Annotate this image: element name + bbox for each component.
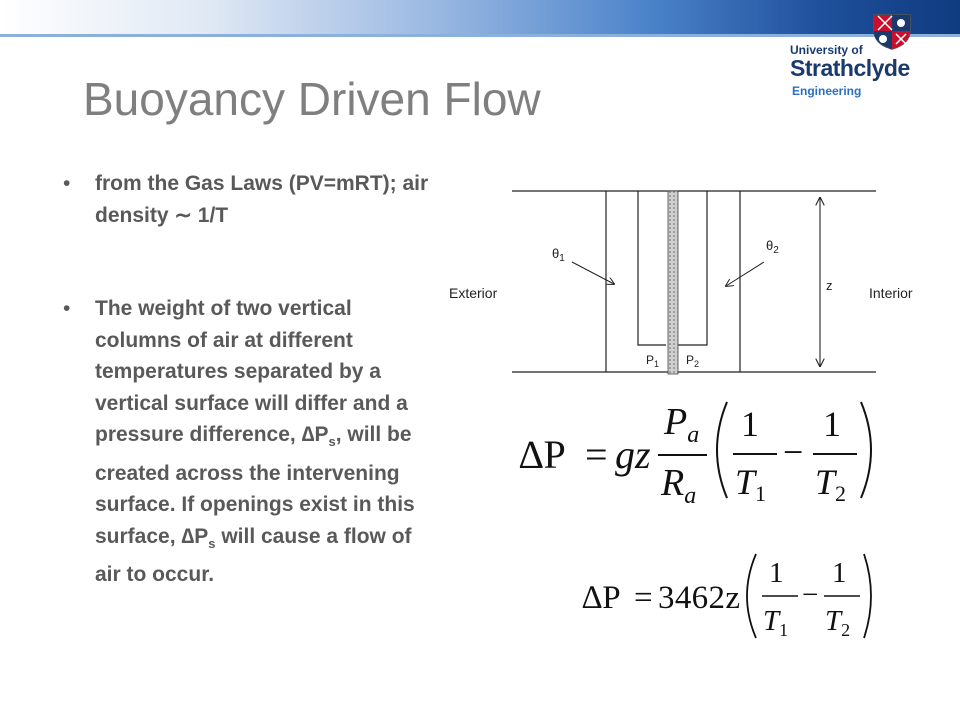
eq1-right-paren (861, 402, 871, 498)
left-column-outline (638, 191, 666, 345)
logo-engineering: Engineering (792, 84, 862, 98)
eq1-left-paren (717, 402, 727, 498)
eq1-pa: $P_a$ (664, 401, 700, 448)
eq2-one-b: 1 (832, 557, 847, 589)
interior-label: Interior (869, 285, 913, 301)
partition-wall (668, 191, 678, 374)
eq1-one-a: 1 (741, 404, 759, 444)
p2-label: $P_2$ (686, 353, 700, 369)
eq2-coefficient: 3462z (658, 580, 740, 616)
eq1-equals: = (585, 432, 608, 477)
theta2-arrow (726, 262, 764, 286)
delta-p-symbol: ∆P (301, 423, 329, 446)
eq1-t1: T1 (735, 462, 767, 506)
eq1-t2: T2 (815, 462, 847, 506)
bullet-text: will cause a flow of air to occur. (95, 524, 412, 587)
university-logo (790, 10, 940, 102)
bullet-columns (63, 293, 433, 591)
delta-p-subscript: s (328, 434, 336, 450)
theta2-label: $\theta_2$ (766, 238, 779, 256)
equation-general (515, 392, 875, 510)
bullet-text: from the Gas Laws (PV=mRT); air density ∼ 1/T (95, 172, 429, 227)
eq2-right-paren (864, 554, 871, 638)
eq2-left-paren (747, 554, 756, 638)
slide-title: Buoyancy Driven Flow (83, 73, 541, 125)
bullet-marker: • (63, 172, 71, 195)
eq1-one-b: 1 (823, 404, 841, 444)
bullet-marker: • (63, 297, 71, 320)
eq1-coefficient: gz (615, 432, 651, 477)
p1-label: $P_1$ (646, 353, 660, 369)
right-column-outline (678, 191, 707, 345)
eq2-t2: $T_2$ (825, 605, 851, 640)
logo-strathclyde: Strathclyde (790, 55, 910, 81)
delta-p-symbol: ∆P (181, 524, 209, 548)
bullet-gas-laws (63, 168, 433, 231)
eq2-lhs: ∆P (582, 580, 621, 616)
bullet-text: The weight of two vertical columns of air at different temperatures separated by a vertical surface will differ and a pressure difference, (95, 297, 408, 446)
delta-p-subscript: s (208, 535, 216, 551)
buoyancy-diagram (440, 178, 940, 388)
eq2-equals: = (634, 580, 653, 616)
logo-university-of: University of (790, 43, 863, 57)
z-label: z (826, 278, 833, 293)
exterior-label: Exterior (449, 285, 498, 301)
eq1-minus: − (783, 432, 804, 472)
eq2-t1: $T_1$ (763, 605, 789, 640)
theta1-arrow (572, 262, 614, 284)
eq2-minus: − (802, 579, 819, 611)
equation-numeric (578, 548, 878, 648)
bullet-list (63, 168, 433, 591)
crest-icon (868, 12, 916, 50)
eq2-one-a: 1 (769, 557, 784, 589)
theta1-label: $\theta_1$ (552, 246, 565, 264)
bullet-text: , will be created across the intervening surface. If openings exist in this surface, (95, 423, 415, 548)
eq1-ra: $R_a$ (661, 462, 697, 509)
eq1-lhs: ∆P (519, 432, 566, 477)
